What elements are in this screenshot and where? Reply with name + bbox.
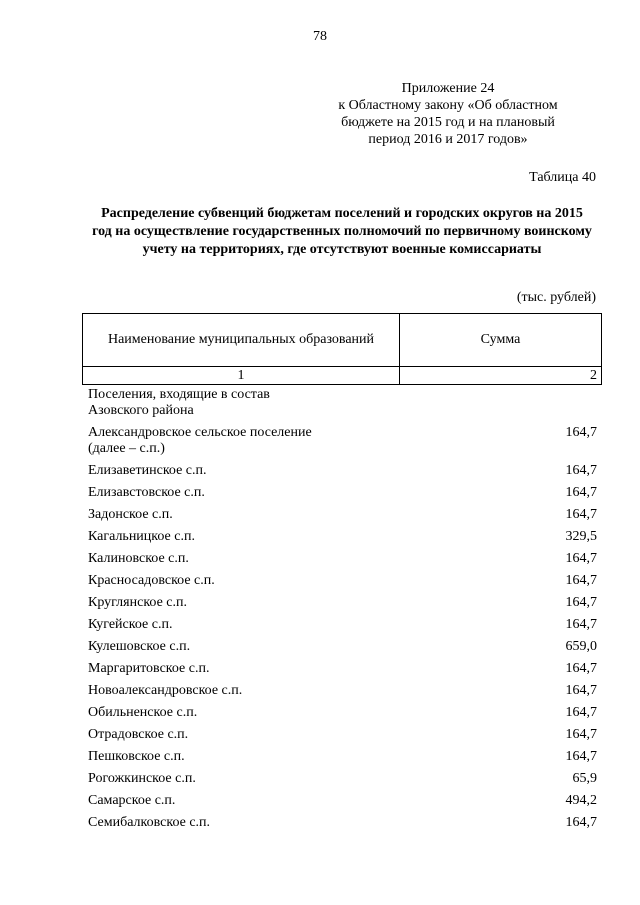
settlement-name: Александровское сельское поселение (далее – с.п.)	[88, 425, 312, 456]
table-number: Таблица 40	[529, 170, 596, 185]
column-number-row	[83, 367, 602, 385]
amount-value: 65,9	[572, 771, 597, 786]
column-number-2: 2	[400, 367, 602, 385]
table-row	[88, 551, 597, 567]
amount-value: 164,7	[565, 617, 597, 632]
table-row	[88, 683, 597, 699]
table-row	[88, 529, 597, 545]
appendix-line: период 2016 и 2017 годов»	[368, 132, 528, 147]
amount-value: 164,7	[565, 727, 597, 742]
settlement-name: Отрадовское с.п.	[88, 727, 189, 742]
amount-value: 164,7	[565, 551, 597, 566]
units-label: (тыс. рублей)	[516, 290, 596, 305]
settlement-name: Новоалександровское с.п.	[88, 683, 243, 698]
page-number: 78	[313, 29, 327, 44]
group-label: Поселения, входящие в состав Азовского района	[88, 387, 270, 418]
amount-value: 164,7	[565, 595, 597, 610]
column-number-1: 1	[83, 367, 400, 385]
group-row	[88, 387, 597, 419]
table-row	[88, 595, 597, 611]
table-row	[88, 815, 597, 831]
table-row	[88, 425, 597, 457]
amount-value: 164,7	[565, 705, 597, 720]
settlement-name: Обильненское с.п.	[88, 705, 198, 720]
table-row	[88, 573, 597, 589]
settlement-name: Калиновское с.п.	[88, 551, 189, 566]
settlement-name: Елизаветинское с.п.	[88, 463, 207, 478]
amount-value: 164,7	[565, 661, 597, 676]
document-title: Распределение субвенций бюджетам поселений и городских округов на 2015 год на осуществление государственных полномочий по первичному воинскому учету на территориях, где отсутствуют военные комиссариаты	[92, 206, 592, 257]
amount-value: 494,2	[565, 793, 597, 808]
table-row	[88, 727, 597, 743]
amount-value: 329,5	[565, 529, 597, 544]
header-name: Наименование муниципальных образований	[83, 314, 400, 367]
settlement-name: Кугейское с.п.	[88, 617, 173, 632]
appendix-line: к Областному закону «Об областном	[338, 98, 558, 113]
amount-value: 659,0	[565, 639, 597, 654]
settlement-name: Кулешовское с.п.	[88, 639, 191, 654]
header-sum: Сумма	[400, 314, 602, 367]
amount-value: 164,7	[565, 683, 597, 698]
settlement-name: Маргаритовское с.п.	[88, 661, 210, 676]
settlement-name: Пешковское с.п.	[88, 749, 185, 764]
table-row	[88, 617, 597, 633]
table-row	[88, 705, 597, 721]
table-row	[88, 771, 597, 787]
table-row	[88, 639, 597, 655]
table-row	[88, 793, 597, 809]
table-row	[88, 485, 597, 501]
amount-value: 164,7	[565, 507, 597, 522]
amount-value: 164,7	[565, 815, 597, 830]
settlement-name: Кагальницкое с.п.	[88, 529, 195, 544]
table-row	[88, 661, 597, 677]
appendix-reference	[330, 80, 566, 148]
settlement-name: Задонское с.п.	[88, 507, 173, 522]
subvention-table-header	[82, 313, 602, 385]
appendix-line: Приложение 24	[401, 81, 495, 96]
settlement-name: Елизавстовское с.п.	[88, 485, 205, 500]
appendix-line: бюджете на 2015 год и на плановый	[341, 115, 555, 130]
table-row	[88, 463, 597, 479]
header-row	[83, 314, 602, 367]
settlement-name: Самарское с.п.	[88, 793, 176, 808]
table-body	[88, 387, 597, 837]
settlement-name: Красносадовское с.п.	[88, 573, 215, 588]
amount-value: 164,7	[565, 425, 597, 440]
amount-value: 164,7	[565, 573, 597, 588]
amount-value: 164,7	[565, 463, 597, 478]
settlement-name: Семибалковское с.п.	[88, 815, 211, 830]
table-row	[88, 507, 597, 523]
table-row	[88, 749, 597, 765]
settlement-name: Рогожкинское с.п.	[88, 771, 196, 786]
amount-value: 164,7	[565, 749, 597, 764]
amount-value: 164,7	[565, 485, 597, 500]
settlement-name: Круглянское с.п.	[88, 595, 187, 610]
